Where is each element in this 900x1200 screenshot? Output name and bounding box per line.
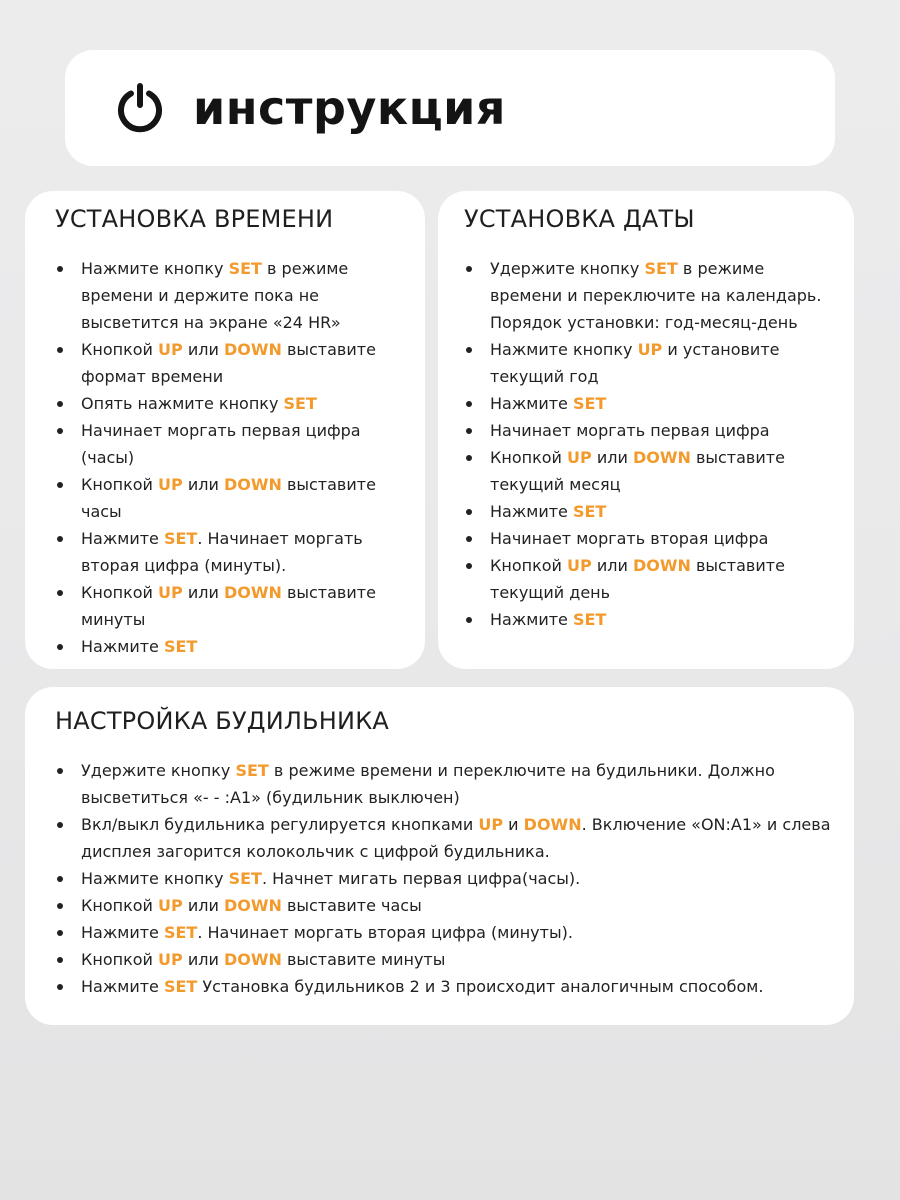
section-title-alarm: НАСТРОЙКА БУДИЛЬНИКА: [55, 707, 390, 735]
section-title-time: УСТАНОВКА ВРЕМЕНИ: [55, 205, 334, 233]
keyword-set: SET: [283, 394, 317, 413]
list-item: [464, 444, 834, 498]
step-text: Нажмите кнопку: [81, 869, 229, 888]
list-item: [55, 579, 405, 633]
list-item: [55, 390, 405, 417]
list-item: [55, 633, 405, 660]
step-text: Кнопкой: [81, 475, 159, 494]
keyword-set: SET: [235, 761, 269, 780]
list-item: [464, 417, 834, 444]
step-text: или: [182, 475, 224, 494]
step-text: Опять нажмите кнопку: [81, 394, 284, 413]
step-text: в режиме времени и переключите на календарь. Порядок установки: год-месяц-день: [490, 259, 822, 332]
keyword-set: SET: [572, 502, 607, 521]
step-text: Удержите кнопку: [490, 259, 645, 278]
keyword-up: UP: [567, 448, 592, 467]
list-item: [55, 973, 834, 1000]
step-text: или: [182, 896, 224, 915]
section-title-date: УСТАНОВКА ДАТЫ: [464, 205, 695, 233]
step-text: Начинает моргать первая цифра: [490, 421, 770, 440]
time-setup-card: [25, 191, 425, 669]
step-text: Нажмите кнопку: [81, 259, 229, 278]
keyword-down: DOWN: [223, 950, 282, 969]
keyword-set: SET: [163, 923, 198, 942]
list-item: [464, 606, 834, 633]
header-card: [65, 50, 835, 166]
keyword-up: UP: [158, 583, 183, 602]
keyword-set: SET: [644, 259, 678, 278]
keyword-up: UP: [158, 950, 183, 969]
step-text: Начинает моргать первая цифра (часы): [81, 421, 361, 467]
step-text: Кнопкой: [490, 556, 568, 575]
keyword-up: UP: [637, 340, 663, 359]
step-text: Нажмите: [81, 637, 164, 656]
step-text: Вкл/выкл будильника регулируется кнопками: [81, 815, 479, 834]
keyword-set: SET: [572, 610, 607, 629]
keyword-down: DOWN: [223, 583, 282, 602]
keyword-set: SET: [228, 259, 262, 278]
alarm-setup-steps: [55, 757, 834, 1000]
alarm-setup-card: [25, 687, 854, 1025]
list-item: [464, 390, 834, 417]
step-text: Нажмите: [81, 977, 164, 996]
power-icon: [113, 81, 167, 135]
list-item: [55, 417, 405, 471]
step-text: или: [182, 340, 224, 359]
step-text: выставите часы: [81, 475, 376, 521]
list-item: [55, 255, 405, 336]
keyword-up: UP: [158, 340, 183, 359]
keyword-down: DOWN: [632, 556, 691, 575]
step-text: Нажмите: [490, 502, 573, 521]
step-text: Нажмите: [490, 394, 573, 413]
list-item: [55, 946, 834, 973]
keyword-down: DOWN: [632, 448, 691, 467]
list-item: [55, 757, 834, 811]
step-text: Удержите кнопку: [81, 761, 236, 780]
step-text: или: [182, 950, 224, 969]
step-text: выставите текущий день: [490, 556, 785, 602]
step-text: Нажмите кнопку: [490, 340, 638, 359]
date-setup-steps: [464, 255, 834, 633]
keyword-up: UP: [158, 896, 183, 915]
list-item: [55, 471, 405, 525]
step-text: . Включение «ON:A1» и слева дисплея загорится колокольчик с цифрой будильника.: [81, 815, 831, 861]
keyword-down: DOWN: [223, 475, 282, 494]
page-title: инструкция: [193, 81, 506, 135]
list-item: [464, 525, 834, 552]
step-text: или: [182, 583, 224, 602]
step-text: выставите минуты: [281, 950, 446, 969]
step-text: и: [503, 815, 524, 834]
step-text: Нажмите: [490, 610, 573, 629]
list-item: [55, 811, 834, 865]
step-text: или: [591, 556, 633, 575]
list-item: [55, 336, 405, 390]
step-text: Нажмите: [81, 529, 164, 548]
step-text: . Начнет мигать первая цифра(часы).: [261, 869, 581, 888]
list-item: [464, 255, 834, 336]
list-item: [464, 552, 834, 606]
step-text: в режиме времени и переключите на будильники. Должно высветиться «- - :A1» (будильник выключен): [81, 761, 775, 807]
keyword-down: DOWN: [223, 340, 282, 359]
keyword-up: UP: [567, 556, 592, 575]
step-text: Кнопкой: [81, 950, 159, 969]
step-text: Нажмите: [81, 923, 164, 942]
keyword-set: SET: [572, 394, 607, 413]
list-item: [55, 525, 405, 579]
keyword-set: SET: [163, 529, 198, 548]
step-text: и установите текущий год: [490, 340, 780, 386]
step-text: Кнопкой: [81, 340, 159, 359]
list-item: [464, 336, 834, 390]
keyword-down: DOWN: [223, 896, 282, 915]
step-text: выставите минуты: [81, 583, 376, 629]
list-item: [55, 865, 834, 892]
keyword-up: UP: [158, 475, 183, 494]
step-text: выставите формат времени: [81, 340, 376, 386]
step-text: или: [591, 448, 633, 467]
list-item: [464, 498, 834, 525]
step-text: . Начинает моргать вторая цифра (минуты).: [81, 529, 363, 575]
time-setup-steps: [55, 255, 405, 660]
list-item: [55, 892, 834, 919]
date-setup-card: [438, 191, 854, 669]
list-item: [55, 919, 834, 946]
keyword-set: SET: [228, 869, 262, 888]
keyword-down: DOWN: [523, 815, 582, 834]
step-text: выставите часы: [281, 896, 422, 915]
keyword-up: UP: [478, 815, 504, 834]
keyword-set: SET: [163, 637, 198, 656]
step-text: выставите текущий месяц: [490, 448, 785, 494]
step-text: . Начинает моргать вторая цифра (минуты).: [197, 923, 573, 942]
step-text: Кнопкой: [81, 583, 159, 602]
step-text: Установка будильников 2 и 3 происходит аналогичным способом.: [197, 977, 764, 996]
step-text: в режиме времени и держите пока не высветится на экране «24 HR»: [81, 259, 349, 332]
step-text: Кнопкой: [81, 896, 159, 915]
keyword-set: SET: [163, 977, 198, 996]
step-text: Кнопкой: [490, 448, 568, 467]
step-text: Начинает моргать вторая цифра: [490, 529, 769, 548]
